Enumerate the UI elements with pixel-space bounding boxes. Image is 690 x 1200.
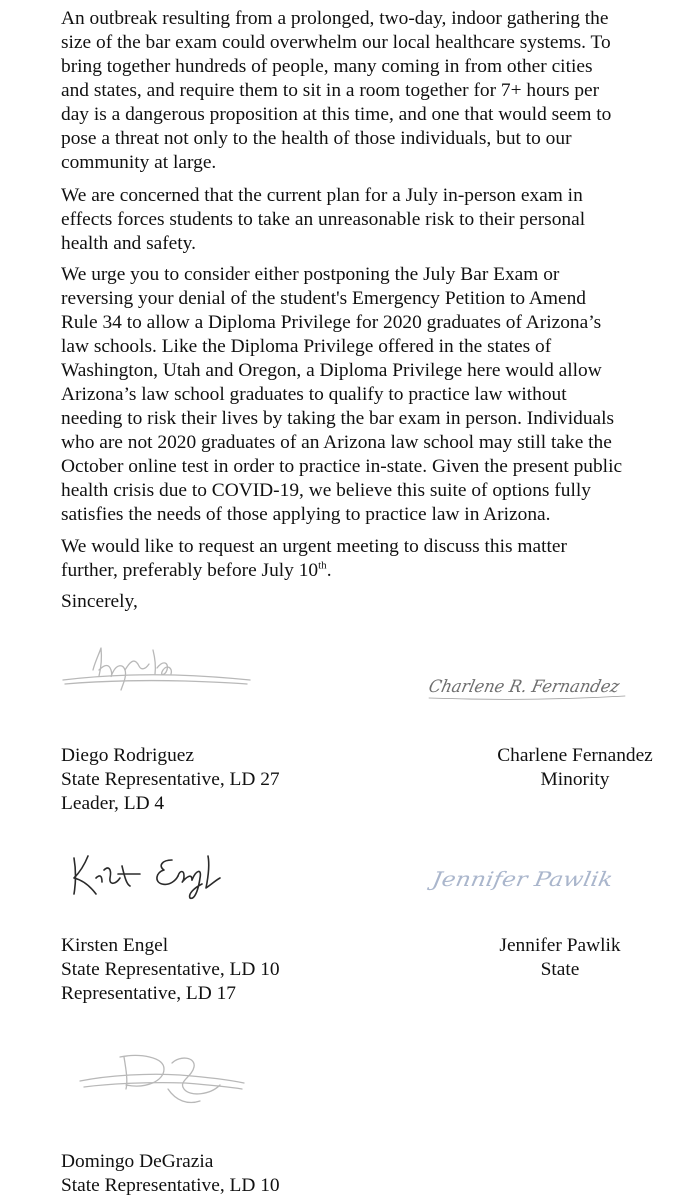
text-line: We would like to request an urgent meeting to discuss this matter [61, 536, 567, 557]
text-line: pose a threat not only to the health of those individuals, but to our [61, 128, 572, 149]
signatory-title: State Representative, LD 10 [61, 1175, 280, 1196]
paragraph-outbreak [61, 7, 681, 175]
text-line: day is a dangerous proposition at this time, and one that would seem to [61, 104, 612, 125]
text-line [61, 559, 681, 583]
signature-fernandez-text: Charlene R. Fernandez [426, 677, 630, 697]
text-line: and states, and require them to sit in a room together for 7+ hours per [61, 80, 600, 101]
text-line: We are concerned that the current plan for a July in-person exam in [61, 185, 583, 206]
signatory-pawlik [480, 934, 640, 982]
signature-fernandez [425, 668, 635, 708]
signature-rodriguez [55, 640, 255, 700]
signatory-title: State Representative, LD 27 [61, 769, 280, 790]
signatory-name: Diego Rodriguez [61, 745, 195, 766]
text-line: health crisis due to COVID-19, we believe this suite of options fully [61, 480, 591, 501]
text-line: Arizona’s law school graduates to qualify to practice law without [61, 384, 567, 405]
text-line: who are not 2020 graduates of an Arizona law school may still take the [61, 432, 612, 453]
signatory-name: Charlene Fernandez [497, 745, 653, 766]
signatory-degrazia [61, 1150, 280, 1198]
text-line: reversing your denial of the student's Emergency Petition to Amend [61, 288, 586, 309]
text-line: law schools. Like the Diploma Privilege offered in the states of [61, 336, 552, 357]
text-line: satisfies the needs of those applying to practice law in Arizona. [61, 504, 551, 525]
signatory-name: Domingo DeGrazia [61, 1151, 214, 1172]
text-line: health and safety. [61, 233, 196, 254]
text-line: An outbreak resulting from a prolonged, two-day, indoor gathering the [61, 8, 609, 29]
text-line: Rule 34 to allow a Diploma Privilege for 2020 graduates of Arizona’s [61, 312, 602, 333]
signatory-name: Jennifer Pawlik [499, 935, 621, 956]
signature-pawlik [428, 860, 628, 900]
paragraph-meeting [61, 535, 681, 583]
signature-engel [60, 848, 230, 904]
signatory-fernandez [480, 744, 670, 792]
text-line: Washington, Utah and Oregon, a Diploma Privilege here would allow [61, 360, 602, 381]
text-line: effects forces students to take an unreasonable risk to their personal [61, 209, 586, 230]
signature-degrazia [60, 1045, 250, 1115]
text-line: We urge you to consider either postponing the July Bar Exam or [61, 264, 560, 285]
paragraph-request [61, 263, 681, 527]
text-line: size of the bar exam could overwhelm our local healthcare systems. To [61, 32, 611, 53]
signatory-title: State [540, 959, 580, 980]
meeting-text: further, preferably before July 10 [61, 560, 319, 581]
signatory-extra: Representative, LD 17 [61, 983, 236, 1004]
text-line: needing to risk their lives by taking the bar exam in person. Individuals [61, 408, 615, 429]
signatory-name: Kirsten Engel [61, 935, 169, 956]
signatory-engel [61, 934, 280, 1006]
text-line: October online test in order to practice in-state. Given the present public [61, 456, 623, 477]
signature-pawlik-text: Jennifer Pawlik [430, 867, 589, 891]
signatory-extra: Leader, LD 4 [61, 793, 165, 814]
ordinal-suffix: th [318, 559, 327, 572]
signatory-title: State Representative, LD 10 [61, 959, 280, 980]
period: . [326, 560, 332, 581]
signatory-title: Minority [540, 769, 610, 790]
closing: Sincerely, [61, 591, 138, 612]
text-line: community at large. [61, 152, 217, 173]
paragraph-concern [61, 184, 681, 256]
text-line: bring together hundreds of people, many coming in from other cities [61, 56, 593, 77]
signatory-rodriguez [61, 744, 280, 816]
